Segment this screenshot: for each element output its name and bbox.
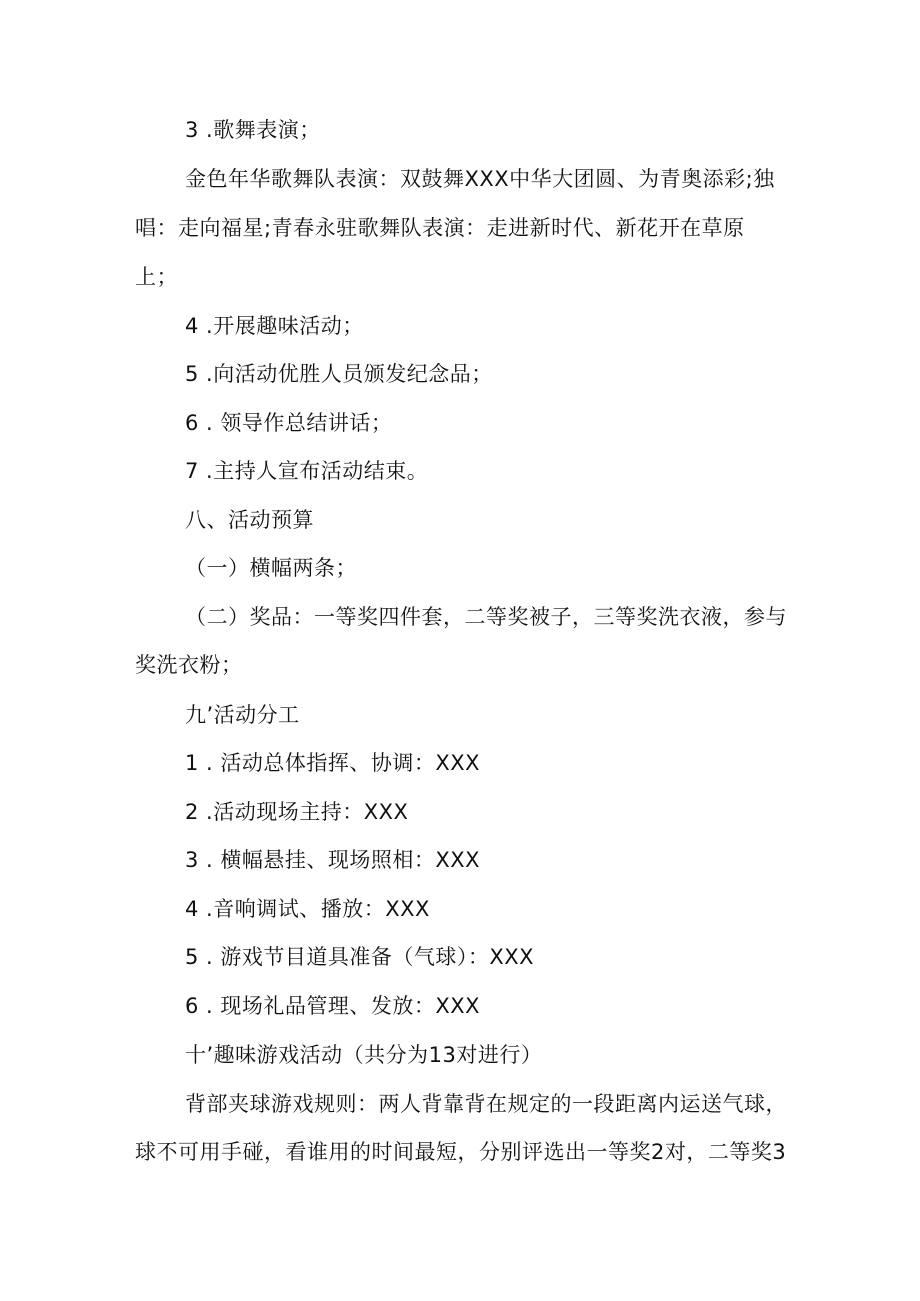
division-item-1: 1 . 活动总体指挥、协调：XXX bbox=[185, 751, 481, 775]
division-item-4: 4 .音响调试、播放：XXX bbox=[185, 897, 430, 921]
item-3-song-dance: 3 .歌舞表演； bbox=[185, 118, 321, 142]
item-5-awards: 5 .向活动优胜人员颁发纪念品； bbox=[185, 362, 493, 386]
division-item-6: 6 . 现场礼品管理、发放：XXX bbox=[185, 994, 481, 1018]
division-item-5: 5 . 游戏节目道具准备（气球）：XXX bbox=[185, 945, 535, 969]
budget-item-2-line-2: 奖洗衣粉； bbox=[135, 653, 243, 677]
section-8-heading: 八、活动预算 bbox=[185, 508, 314, 532]
game-rules-line-1: 背部夹球游戏规则：两人背靠背在规定的一段距离内运送气球， bbox=[185, 1092, 787, 1116]
song-dance-detail-line-2: 唱：走向福星;青春永驻歌舞队表演：走进新时代、新花开在草原 bbox=[135, 216, 745, 240]
budget-item-1: （一）横幅两条； bbox=[185, 556, 357, 580]
item-4-fun-activities: 4 .开展趣味活动； bbox=[185, 314, 364, 338]
item-7-closing: 7 .主持人宣布活动结束。 bbox=[185, 459, 429, 483]
division-item-2: 2 .活动现场主持：XXX bbox=[185, 800, 409, 824]
division-item-3: 3 . 横幅悬挂、现场照相：XXX bbox=[185, 848, 481, 872]
song-dance-detail-line-3: 上； bbox=[135, 265, 178, 289]
budget-item-2-line-1: （二）奖品：一等奖四件套，二等奖被子，三等奖洗衣液，参与 bbox=[185, 605, 787, 629]
section-9-heading: 九’活动分工 bbox=[185, 703, 300, 727]
song-dance-detail-line-1: 金色年华歌舞队表演：双鼓舞XXX中华大团圆、为青奥添彩;独 bbox=[185, 167, 775, 191]
section-10-heading: 十’趣味游戏活动（共分为13对进行） bbox=[185, 1043, 543, 1067]
item-6-leader-speech: 6 . 领导作总结讲话； bbox=[185, 411, 393, 435]
game-rules-line-2: 球不可用手碰，看谁用的时间最短，分别评选出一等奖2对，二等奖3 bbox=[135, 1140, 787, 1164]
